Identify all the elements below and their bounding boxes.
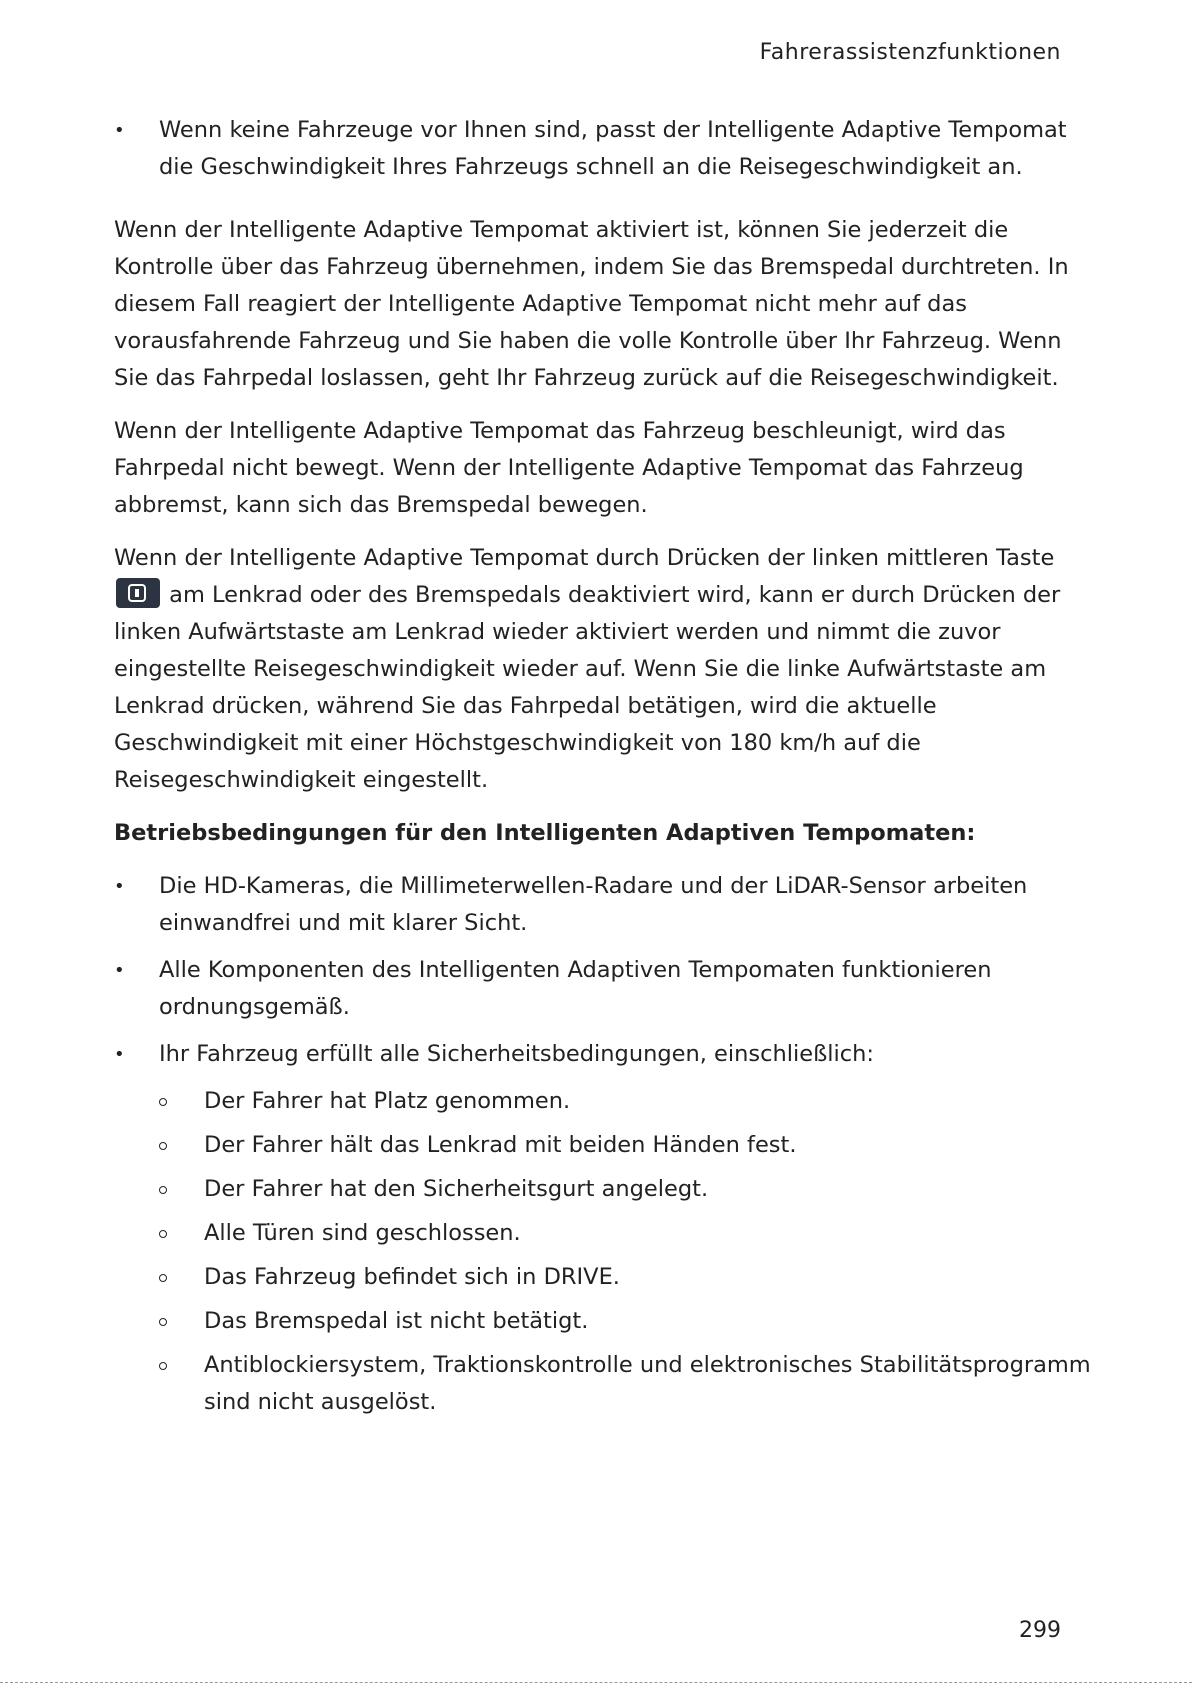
list-item: • Ihr Fahrzeug erfüllt alle Sicherheitsbedingungen, einschließlich:	[114, 1036, 1094, 1073]
page-content	[114, 112, 1094, 1428]
sub-list-item: Das Fahrzeug befindet sich in DRIVE.	[114, 1259, 1094, 1296]
conditions-bullet-list	[114, 868, 1094, 1073]
paragraph-text-before-icon: Wenn der Intelligente Adaptive Tempomat durch Drücken der linken mittleren Taste	[114, 545, 1055, 571]
footer-divider	[0, 1682, 1192, 1683]
intro-bullet-list	[114, 112, 1094, 186]
sub-list-item: Das Bremspedal ist nicht betätigt.	[114, 1303, 1094, 1340]
list-item: • Wenn keine Fahrzeuge vor Ihnen sind, passt der Intelligente Adaptive Tempomat die Geschwindigkeit Ihres Fahrzeugs schnell an die Reisegeschwindigkeit an.	[114, 112, 1094, 186]
sub-list-item: Antiblockiersystem, Traktionskontrolle und elektronisches Stabilitätsprogramm sind nicht ausgelöst.	[114, 1347, 1094, 1421]
cruise-control-button-icon	[116, 578, 160, 608]
running-header: Fahrerassistenzfunktionen	[759, 40, 1061, 65]
paragraph-manual-override: Wenn der Intelligente Adaptive Tempomat aktiviert ist, können Sie jederzeit die Kontrolle über das Fahrzeug übernehmen, indem Sie das Bremspedal durchtreten. In diesem Fall reagiert der Intelligente Adaptive Tempomat nicht mehr auf das vorausfahrende Fahrzeug und Sie haben die volle Kontrolle über Ihr Fahrzeug. Wenn Sie das Fahrpedal loslassen, geht Ihr Fahrzeug zurück auf die Reisegeschwindigkeit.	[114, 217, 1069, 391]
list-item: • Die HD-Kameras, die Millimeterwellen-Radare und der LiDAR-Sensor arbeiten einwandfrei und mit klarer Sicht.	[114, 868, 1094, 942]
section-heading-conditions: Betriebsbedingungen für den Intelligenten Adaptiven Tempomaten:	[114, 820, 976, 846]
list-item: • Alle Komponenten des Intelligenten Adaptiven Tempomaten funktionieren ordnungsgemäß.	[114, 952, 1094, 1026]
sub-list-item: Der Fahrer hat Platz genommen.	[114, 1083, 1094, 1120]
sub-list-item: Der Fahrer hat den Sicherheitsgurt angelegt.	[114, 1171, 1094, 1208]
sub-list-item: Alle Türen sind geschlossen.	[114, 1215, 1094, 1252]
paragraph-pedal-behavior: Wenn der Intelligente Adaptive Tempomat das Fahrzeug beschleunigt, wird das Fahrpedal nicht bewegt. Wenn der Intelligente Adaptive Tempomat das Fahrzeug abbremst, kann sich das Bremspedal bewegen.	[114, 418, 1024, 518]
paragraph-text-after-icon: am Lenkrad oder des Bremspedals deaktiviert wird, kann er durch Drücken der linken Aufwärtstaste am Lenkrad wieder aktiviert werden und nimmt die zuvor eingestellte Reisegeschwindigkeit wieder auf. Wenn Sie die linke Aufwärtstaste am Lenkrad drücken, während Sie das Fahrpedal betätigen, wird die aktuelle Geschwindigkeit mit einer Höchstgeschwindigkeit von 180 km/h auf die Reisegeschwindigkeit eingestellt.	[114, 582, 1061, 793]
sub-list-item: Der Fahrer hält das Lenkrad mit beiden Händen fest.	[114, 1127, 1094, 1164]
safety-conditions-sub-list	[114, 1083, 1094, 1421]
paragraph-reactivation	[114, 540, 1094, 799]
page-number: 299	[1019, 1618, 1061, 1643]
